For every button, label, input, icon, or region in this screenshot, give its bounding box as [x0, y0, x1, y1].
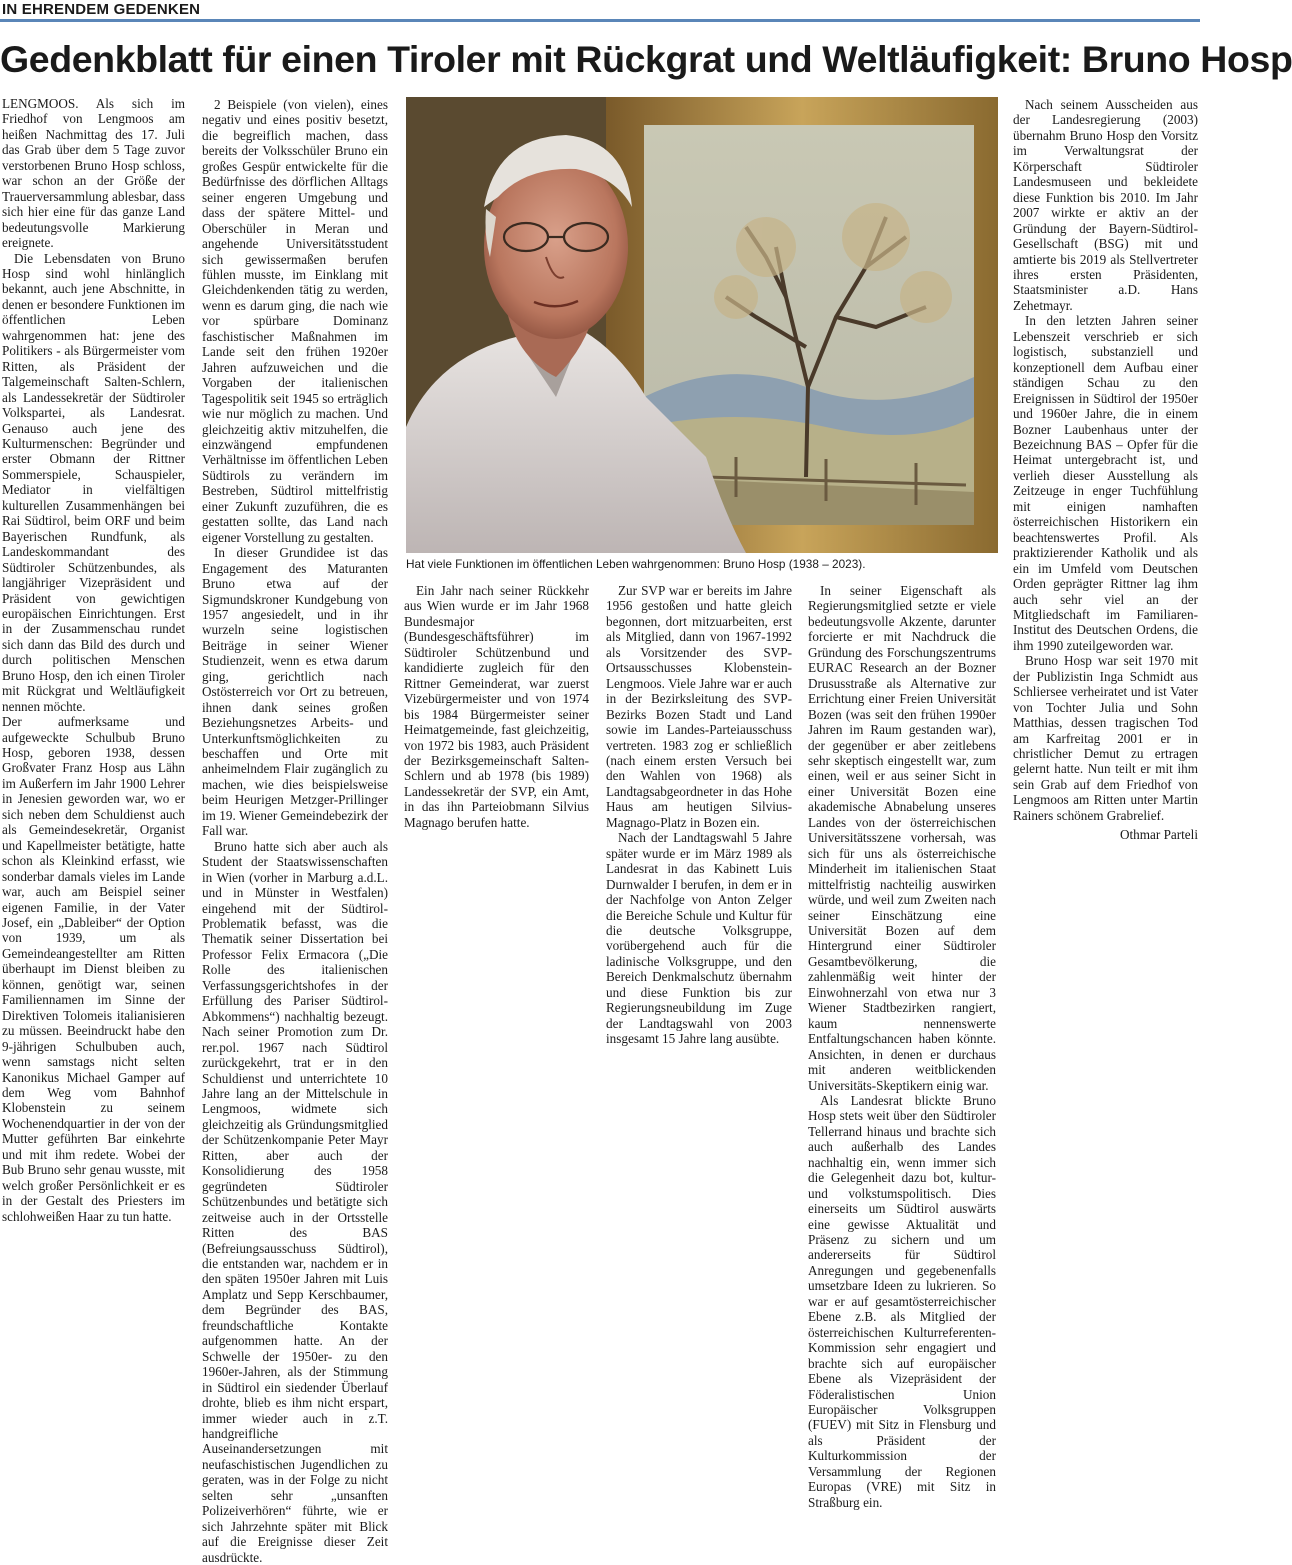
rubric-rule	[0, 19, 1200, 22]
article-paragraph-2: Die Lebensdaten von Bruno Hosp sind wohl hinlänglich bekannt, auch jene Abschnitte, in denen er besondere Funktionen im öffentlichen Leben wahrgenommen hat: jene des Politikers - als Bürgermeister vom Ritten, als Präsident der Talgemeinschaft Salten-Schlern, als Landessekretär der Südtiroler Volkspartei, als Landesrat. Genauso auch jene des Kulturmenschen: Begründer und erster Obmann der Rittner Sommerspiele, Schauspieler, Mediator in vielfältigen kulturellen Zusammenhängen bei Rai Südtirol, beim ORF und beim Bayerischen Rundfunk, als Landeskommandant des Südtiroler Schützenbundes, als langjähriger Vizepräsident und Präsident von gewichtigen europäischen Einrichtungen. Erst in der Zusammenschau rundet sich dann das Bild des durch und durch politischen Menschen Bruno Hosp, den ich einen Tiroler mit Rückgrat und Weltläufigkeit nennen möchte.	[2, 250, 185, 714]
article-paragraph-9: Nach der Landtagswahl 5 Jahre später wurde er im März 1989 als Landesrat in das Kabinett Luis Durnwalder I berufen, in dem er in der Nachfolge von Anton Zelger die Bereiche Schule und Kultur für die deutsche Volksgruppe, vorübergehend auch für die ladinische Volksgruppe, und den Bereich Denkmalschutz übernahm und diese Funktion bis zur Regierungsneubildung im Zuge der Landtagswahl von 2003 insgesamt 15 Jahre lang ausübte.	[606, 830, 792, 1047]
article-paragraph-4: 2 Beispiele (von vielen), eines negativ und eines positiv besetzt, die begreiflich machen, dass bereits der Volksschüler Bruno ein großes Gespür entwickelte für die Bedürfnisse des dörflichen Alltags seiner engeren Umgebung und dass der spätere Mittel- und Oberschüler in Meran und angehende Universitätsstudent sich gewissermaßen berufen fühlen musste, im Einklang mit Gleichdenkenden tätig zu werden, wenn es darum ging, die nach wie vor spürbare Dominanz faschistischer Maßnahmen im Lande seit den frühen 1920er Jahren aufzuweichen und die Vorgaben der italienischen Tagespolitik seit 1945 so erträglich wie nur möglich zu machen. Und gleichzeitig aktiv mitzuhelfen, die einzwängend empfundenen Verhältnisse im öffentlichen Leben Südtirols zu verändern im Bestreben, Südtirol mittelfristig einer Zukunft zuzuführen, die es gestatten sollte, das Land nach eigener Vorstellung zu gestalten.	[202, 97, 388, 545]
column-6	[1013, 97, 1198, 1177]
column-1	[2, 96, 185, 1224]
column-5	[808, 583, 996, 1510]
article-paragraph-13: In den letzten Jahren seiner Lebenszeit verschrieb er sich logistisch, substanziell und konzeptionell dem Aufbau einer ständigen Schau zu den Ereignissen in Südtirol der 1950er und 1960er Jahre, die in einem Bozner Laubenhaus unter der Bezeichnung BAS – Opfer für die Heimat untergebracht ist, und verlieh dieser Ausstellung als Zeitzeuge in enger Tuchfühlung mit einigen namhaften österreichischen Historikern ein beachtenswertes Profil. Als praktizierender Katholik und als ein im Umfeld vom Deutschen Orden geprägter Rittner lag ihm auch sehr viel an der Mitgliedschaft im Familiaren-Institut des Deutschen Ordens, die ihm 1990 zuteilgeworden war.	[1013, 313, 1198, 653]
article-paragraph-3: Der aufmerksame und aufgeweckte Schulbub Bruno Hosp, geboren 1938, dessen Großvater Franz Hosp aus Lähn im Außerfern im Jahr 1900 Lehrer in Jenesien geworden war, wo er sich neben dem Schuldienst auch als Gemeindesekretär, Organist und Kapellmeister betätigte, hatte schon als Kleinkind erfasst, wie sonderbar damals vieles im Lande war, auch am Beispiel seiner eigenen Familie, in der Vater Josef, ein „Dableiber“ der Option von 1939, um als Gemeindeangestellter am Ritten überhaupt im Dienst bleiben zu können, genötigt war, seinen Familiennamen im Sinne der Direktiven Tolomeis italianisieren zu müssen. Beeindruckt habe den 9-jährigen Schulbuben auch, wenn samstags nicht selten Kanonikus Michael Gamper auf dem Weg vom Bahnhof Klobenstein zu seinem Wochenendquartier in der von der Mutter geführten Bar einkehrte und mit ihm redete. Wobei der Bub Bruno sehr genau wusste, mit welch großer Persönlichkeit er es in der Gestalt des Priesters im schlohweißen Haar zu tun hatte.	[2, 714, 185, 1224]
article-paragraph-10: In seiner Eigenschaft als Regierungsmitglied setzte er viele bedeutungsvolle Akzente, darunter forcierte er mit Nachdruck die Gründung des Forschungszentrums EURAC Research an der Bozner Drususstraße als Alternative zur Errichtung einer Freien Universität Bozen (was seit den frühen 1990er Jahren im Raum gestanden war), der gegenüber er aber zeitlebens sehr skeptisch eingestellt war, zum einen, weil er aus seiner Sicht in einer Universität Bozen eine akademische Abnabelung unseres Landes von der österreichischen Universitätsszene vorhersah, was sich für uns als österreichische Minderheit im italienischen Staat mittelfristig nachteilig auswirken würde, und weil zum Zweiten nach seiner Einschätzung eine Universität Bozen auf dem Hintergrund einer Südtiroler Gesamtbevölkerung, die zahlenmäßig weit hinter der Einwohnerzahl von etwa nur 3 Wiener Stadtbezirken rangiert, kaum nennenswerte Entfaltungschancen haben könnte. Ansichten, in denen er durchaus mit anderen weitblickenden Universitäts-Skeptikern einig war.	[808, 583, 996, 1093]
article-paragraph-1: LENGMOOS. Als sich im Friedhof von Lengmoos am heißen Nachmittag des 17. Juli das Grab über dem 5 Tage zuvor verstorbenen Bruno Hosp schloss, war schon an der Größe der Trauerversammlung ablesbar, dass sich hier eine für das ganze Land bedeutungsvolle Markierung ereignete.	[2, 96, 185, 251]
rubric-label: IN EHRENDEM GEDENKEN	[2, 1, 201, 18]
article-paragraph-11: Als Landesrat blickte Bruno Hosp stets weit über den Südtiroler Tellerrand hinaus und brachte sich auch außerhalb des Landes nachhaltig ein, wenn immer sich die Gelegenheit dazu bot, kultur- und volkstumspolitisch. Dies einerseits um Südtirol auswärts eine gewisse Aktualität und Präsenz zu sichern und um andererseits für Südtirol Anregungen und gegebenenfalls umsetzbare Ideen zu lukrieren. So war er auf gesamtösterreichischer Ebene z.B. als Mitglied der österreichischen Kulturreferenten-Kommission sehr engagiert und brachte sich auf europäischer Ebene als Vizepräsident der Föderalistischen Union Europäischer Volksgruppen (FUEV) mit Sitz in Flensburg und als Präsident der Kulturkommission der Versammlung der Regionen Europas (VRE) mit Sitz in Straßburg ein.	[808, 1092, 996, 1510]
section-rubric	[0, 0, 1200, 22]
article-paragraph-14: Bruno Hosp war seit 1970 mit der Publizistin Inga Schmidt aus Schliersee verheiratet und ist Vater von Tochter Julia und Sohn Matthias, dessen tragischen Tod am Karfreitag 2001 er in christlicher Demut zu ertragen gelernt hatte. Nun teilt er mit ihm sein Grab auf dem Friedhof von Lengmoos am Ritten unter Martin Rainers schönem Grabrelief.	[1013, 653, 1198, 823]
article-paragraph-8: Zur SVP war er bereits im Jahre 1956 gestoßen und hatte gleich begonnen, dort mitzuarbeiten, erst als Mitglied, dann von 1967-1992 als Vorsitzender des SVP-Ortsausschusses Klobenstein-Lengmoos. Viele Jahre war er auch in der Bezirksleitung des SVP-Bezirks Bozen Stadt und Land sowie im Landes-Parteiausschuss vertreten. 1983 zog er schließlich (nach einem ersten Versuch bei den Wahlen von 1968) als Landtagsabgeordneter in das Hohe Haus am heutigen Silvius-Magnago-Platz in Bozen ein.	[606, 583, 792, 830]
article-paragraph-12: Nach seinem Ausscheiden aus der Landesregierung (2003) übernahm Bruno Hosp den Vorsitz im Verwaltungsrat der Körperschaft Südtiroler Landesmuseen und bekleidete diese Funktion bis 2010. Im Jahr 2007 wirkte er aktiv an der Gründung der Bayern-Südtirol-Gesellschaft (BSG) mit und amtierte bis 2019 als Stellvertreter ihres ersten Präsidenten, Staatsminister a.D. Hans Zehetmayr.	[1013, 97, 1198, 313]
article-paragraph-5: In dieser Grundidee ist das Engagement des Maturanten Bruno etwa auf der Sigmundskroner Kundgebung von 1957 angesiedelt, und in ihr wurzeln seine logistischen Beiträge in seiner Wiener Studienzeit, wenn es etwa darum ging, gerichtlich nach Ostösterreich vor Ort zu betreuen, ihnen dank seines großen Beziehungsnetzes Arbeits- und Unterkunftsmöglichkeiten zu beschaffen und Orte mit anheimelndem Flair zugänglich zu machen, wie dies beispielsweise beim Heurigen Metzger-Prillinger im 19. Wiener Gemeindebezirk der Fall war.	[202, 545, 388, 839]
column-2	[202, 97, 388, 1565]
author-signature: Othmar Parteli	[1119, 827, 1198, 843]
article-paragraph-7: Ein Jahr nach seiner Rückkehr aus Wien wurde er im Jahr 1968 Bundesmajor (Bundesgeschäftsführer) im Südtiroler Schützenbund und kandidierte zugleich für den Rittner Gemeinderat, war zuerst Vizebürgermeister und von 1974 bis 1984 Bürgermeister seiner Heimatgemeinde, fast gleichzeitig, von 1972 bis 1983, auch Präsident der Bezirksgemeinschaft Salten-Schlern und ab 1978 (bis 1989) Landessekretär der SVP, ein Amt, in das ihn Parteiobmann Silvius Magnago berufen hatte.	[404, 583, 589, 830]
portrait-photo	[406, 97, 998, 553]
photo-caption: Hat viele Funktionen im öffentlichen Leben wahrgenommen: Bruno Hosp (1938 – 2023).	[406, 557, 866, 571]
article-paragraph-6: Bruno hatte sich aber auch als Student der Staatswissenschaften in Wien (vorher in Marburg a.d.L. und in Münster in Westfalen) eingehend mit der Südtirol-Problematik befasst, was die Thematik seiner Dissertation bei Professor Felix Ermacora („Die Rolle des italienischen Verfassungsgerichtshofes in der Erfüllung des Pariser Südtirol-Abkommens“) nachhaltig bezeugt. Nach seiner Promotion zum Dr. rer.pol. 1967 nach Südtirol zurückgekehrt, trat er in den Schuldienst und unterrichtete 10 Jahre lang an der Mittelschule in Lengmoos, widmete sich gleichzeitig als Gründungsmitglied der Schützenkompanie Peter Mayr Ritten, aber auch der Konsolidierung des 1958 gegründeten Südtiroler Schützenbundes und betätigte sich zeitweise auch in der Ortsstelle Ritten des BAS (Befreiungsausschuss Südtirol), die entstanden war, nachdem er in den späten 1950er Jahren mit Luis Amplatz und Sepp Kerschbaumer, dem Begründer des BAS, freundschaftliche Kontakte aufgenommen hatte. An der Schwelle der 1950er- zu den 1960er-Jahren, als der Stimmung in Südtirol ein siedender Überlauf drohte, blieb es ihm nicht erspart, immer wieder auch in z.T. handgreifliche Auseinandersetzungen mit neufaschistischen Jugendlichen zu geraten, was in der Folge zu nicht selten sehr „unsanften Polizeiverhören“ führte, wie er sich Jahrzehnte später mit Blick auf die Ereignisse dieser Zeit ausdrückte.	[202, 838, 388, 1565]
headline: Gedenkblatt für einen Tiroler mit Rückgrat und Weltläufigkeit: Bruno Hosp	[0, 38, 1292, 80]
column-3	[404, 583, 589, 1178]
portrait-image	[406, 97, 998, 553]
column-4	[606, 583, 792, 1178]
